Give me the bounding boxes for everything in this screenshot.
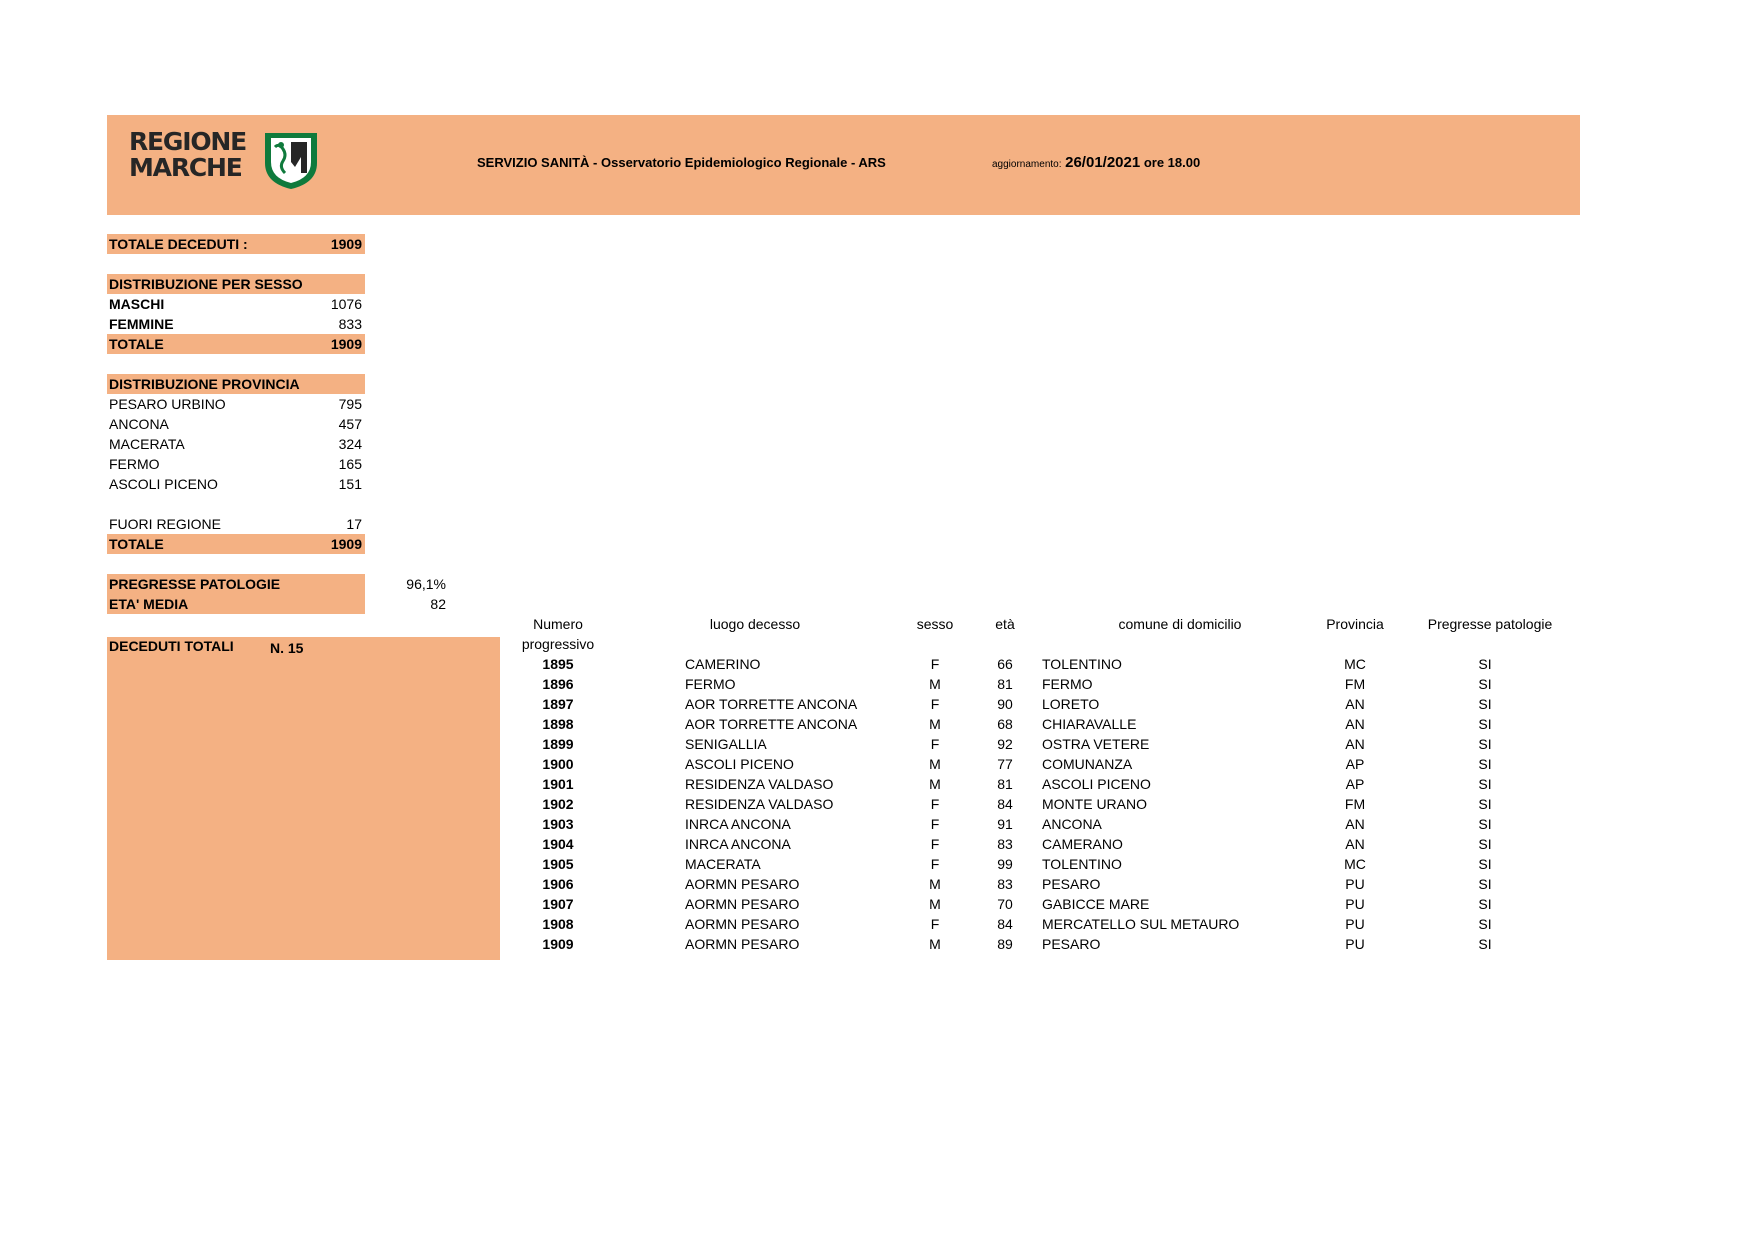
col-header-comune: comune di domicilio <box>1118 616 1242 632</box>
luogo-cell: FERMO <box>685 676 736 692</box>
sesso-cell: M <box>929 756 941 772</box>
numero-cell: 1906 <box>542 876 574 892</box>
numero-cell: 1899 <box>542 736 574 752</box>
numero-cell: 1901 <box>542 776 574 792</box>
comune-cell: TOLENTINO <box>1042 656 1122 672</box>
sesso-row: MASCHI 1076 <box>109 296 362 312</box>
numero-cell: 1903 <box>542 816 574 832</box>
eta-cell: 89 <box>997 936 1013 952</box>
sesso-cell: M <box>929 676 941 692</box>
comune-cell: GABICCE MARE <box>1042 896 1150 912</box>
sesso-cell: F <box>930 656 940 672</box>
provincia-row: ANCONA 457 <box>109 416 362 432</box>
eta-cell: 77 <box>997 756 1013 772</box>
luogo-cell: AOR TORRETTE ANCONA <box>685 716 858 732</box>
comune-cell: PESARO <box>1042 876 1101 892</box>
provincia-cell: MC <box>1344 856 1366 872</box>
sesso-cell: F <box>930 856 940 872</box>
update-date: 26/01/2021 <box>1065 154 1141 171</box>
sesso-cell: M <box>929 936 941 952</box>
eta-cell: 83 <box>997 836 1013 852</box>
provincia-cell: PU <box>1345 896 1365 912</box>
sesso-total-row: TOTALE 1909 <box>107 334 365 354</box>
patologie-cell: SI <box>1478 936 1492 952</box>
fuori-regione-row: FUORI REGIONE 17 <box>109 516 362 532</box>
comune-cell: ANCONA <box>1042 816 1102 832</box>
luogo-cell: AORMN PESARO <box>685 916 800 932</box>
eta-cell: 84 <box>997 796 1013 812</box>
numero-cell: 1898 <box>542 716 574 732</box>
eta-cell: 90 <box>997 696 1013 712</box>
col-header-provincia: Provincia <box>1326 616 1384 632</box>
pregresse-patologie-value: 96,1% <box>406 576 446 592</box>
comune-cell: LORETO <box>1042 696 1100 712</box>
provincia-row: ASCOLI PICENO 151 <box>109 476 362 492</box>
comune-cell: OSTRA VETERE <box>1042 736 1150 752</box>
luogo-cell: RESIDENZA VALDASO <box>685 796 834 812</box>
patologie-cell: SI <box>1478 876 1492 892</box>
patologie-cell: SI <box>1478 676 1492 692</box>
luogo-cell: INRCA ANCONA <box>685 816 791 832</box>
sesso-cell: M <box>929 716 941 732</box>
update-info <box>992 154 1200 171</box>
update-label: aggiornamento: <box>992 159 1062 170</box>
provincia-cell: PU <box>1345 876 1365 892</box>
pregresse-patologie-row: PREGRESSE PATOLOGIE <box>107 574 365 594</box>
col-header-eta: età <box>995 616 1015 632</box>
provincia-cell: AP <box>1345 756 1365 772</box>
service-title: SERVIZIO SANITÀ - Osservatorio Epidemiologico Regionale - ARS <box>477 155 886 170</box>
sesso-cell: F <box>930 816 940 832</box>
numero-cell: 1904 <box>542 836 574 852</box>
eta-cell: 99 <box>997 856 1013 872</box>
eta-cell: 81 <box>997 676 1013 692</box>
header-banner <box>107 115 1580 215</box>
sesso-cell: F <box>930 696 940 712</box>
logo-wordmark: REGIONE MARCHE <box>129 127 247 182</box>
provincia-cell: AP <box>1345 776 1365 792</box>
provincia-cell: FM <box>1344 796 1366 812</box>
sesso-cell: M <box>929 876 941 892</box>
eta-cell: 92 <box>997 736 1013 752</box>
update-time: ore 18.00 <box>1143 155 1201 170</box>
sesso-cell: M <box>929 776 941 792</box>
patologie-cell: SI <box>1478 716 1492 732</box>
provincia-cell: AN <box>1345 716 1365 732</box>
sesso-cell: F <box>930 836 940 852</box>
comune-cell: PESARO <box>1042 936 1101 952</box>
numero-cell: 1909 <box>542 936 574 952</box>
totale-deceduti-value: 1909 <box>330 236 362 252</box>
patologie-cell: SI <box>1478 736 1492 752</box>
sesso-cell: M <box>929 896 941 912</box>
provincia-row: FERMO 165 <box>109 456 362 472</box>
numero-cell: 1902 <box>542 796 574 812</box>
deceduti-totali-count: N. 15 <box>270 640 304 656</box>
numero-cell: 1907 <box>542 896 574 912</box>
marche-emblem-icon <box>261 129 321 191</box>
luogo-cell: CAMERINO <box>685 656 761 672</box>
eta-cell: 70 <box>997 896 1013 912</box>
provincia-cell: FM <box>1344 676 1366 692</box>
provincia-section-title: DISTRIBUZIONE PROVINCIA <box>107 374 365 394</box>
col-header-luogo: luogo decesso <box>709 616 801 632</box>
provincia-cell: PU <box>1345 936 1365 952</box>
col-header-sesso: sesso <box>916 616 954 632</box>
comune-cell: ASCOLI PICENO <box>1042 776 1151 792</box>
provincia-row: MACERATA 324 <box>109 436 362 452</box>
totale-deceduti-row <box>107 234 365 254</box>
col-header-numero: Numero progressivo <box>521 616 595 652</box>
numero-cell: 1905 <box>542 856 574 872</box>
sesso-cell: F <box>930 916 940 932</box>
provincia-total-row: TOTALE 1909 <box>107 534 365 554</box>
patologie-cell: SI <box>1478 816 1492 832</box>
eta-cell: 68 <box>997 716 1013 732</box>
regione-marche-logo <box>129 129 329 199</box>
deceduti-totali-panel <box>107 637 500 960</box>
luogo-cell: SENIGALLIA <box>685 736 767 752</box>
comune-cell: TOLENTINO <box>1042 856 1122 872</box>
patologie-cell: SI <box>1478 916 1492 932</box>
numero-cell: 1896 <box>542 676 574 692</box>
patologie-cell: SI <box>1478 696 1492 712</box>
eta-cell: 84 <box>997 916 1013 932</box>
patologie-cell: SI <box>1478 776 1492 792</box>
comune-cell: COMUNANZA <box>1042 756 1133 772</box>
deceduti-totali-label: DECEDUTI TOTALI <box>109 638 234 654</box>
provincia-cell: AN <box>1345 696 1365 712</box>
patologie-cell: SI <box>1478 856 1492 872</box>
numero-cell: 1897 <box>542 696 574 712</box>
provincia-cell: PU <box>1345 916 1365 932</box>
provincia-row: PESARO URBINO 795 <box>109 396 362 412</box>
sesso-section-title: DISTRIBUZIONE PER SESSO <box>107 274 365 294</box>
comune-cell: FERMO <box>1042 676 1093 692</box>
comune-cell: MERCATELLO SUL METAURO <box>1042 916 1240 932</box>
eta-media-row: ETA' MEDIA <box>107 594 365 614</box>
numero-cell: 1900 <box>542 756 574 772</box>
luogo-cell: RESIDENZA VALDASO <box>685 776 834 792</box>
eta-cell: 91 <box>997 816 1013 832</box>
col-header-patologie: Pregresse patologie <box>1427 616 1553 632</box>
luogo-cell: INRCA ANCONA <box>685 836 791 852</box>
sesso-row: FEMMINE 833 <box>109 316 362 332</box>
eta-cell: 66 <box>997 656 1013 672</box>
patologie-cell: SI <box>1478 656 1492 672</box>
luogo-cell: AORMN PESARO <box>685 876 800 892</box>
luogo-cell: AORMN PESARO <box>685 936 800 952</box>
patologie-cell: SI <box>1478 896 1492 912</box>
totale-deceduti-label: TOTALE DECEDUTI : <box>109 236 248 252</box>
patologie-cell: SI <box>1478 836 1492 852</box>
eta-cell: 83 <box>997 876 1013 892</box>
luogo-cell: ASCOLI PICENO <box>685 756 794 772</box>
numero-cell: 1895 <box>542 656 574 672</box>
luogo-cell: MACERATA <box>685 856 761 872</box>
provincia-cell: MC <box>1344 656 1366 672</box>
comune-cell: MONTE URANO <box>1042 796 1147 812</box>
luogo-cell: AOR TORRETTE ANCONA <box>685 696 858 712</box>
patologie-cell: SI <box>1478 756 1492 772</box>
provincia-cell: AN <box>1345 836 1365 852</box>
provincia-cell: AN <box>1345 816 1365 832</box>
patologie-cell: SI <box>1478 796 1492 812</box>
sesso-cell: F <box>930 796 940 812</box>
comune-cell: CHIARAVALLE <box>1042 716 1137 732</box>
eta-media-value: 82 <box>430 596 446 612</box>
eta-cell: 81 <box>997 776 1013 792</box>
sesso-cell: F <box>930 736 940 752</box>
luogo-cell: AORMN PESARO <box>685 896 800 912</box>
provincia-cell: AN <box>1345 736 1365 752</box>
numero-cell: 1908 <box>542 916 574 932</box>
comune-cell: CAMERANO <box>1042 836 1123 852</box>
